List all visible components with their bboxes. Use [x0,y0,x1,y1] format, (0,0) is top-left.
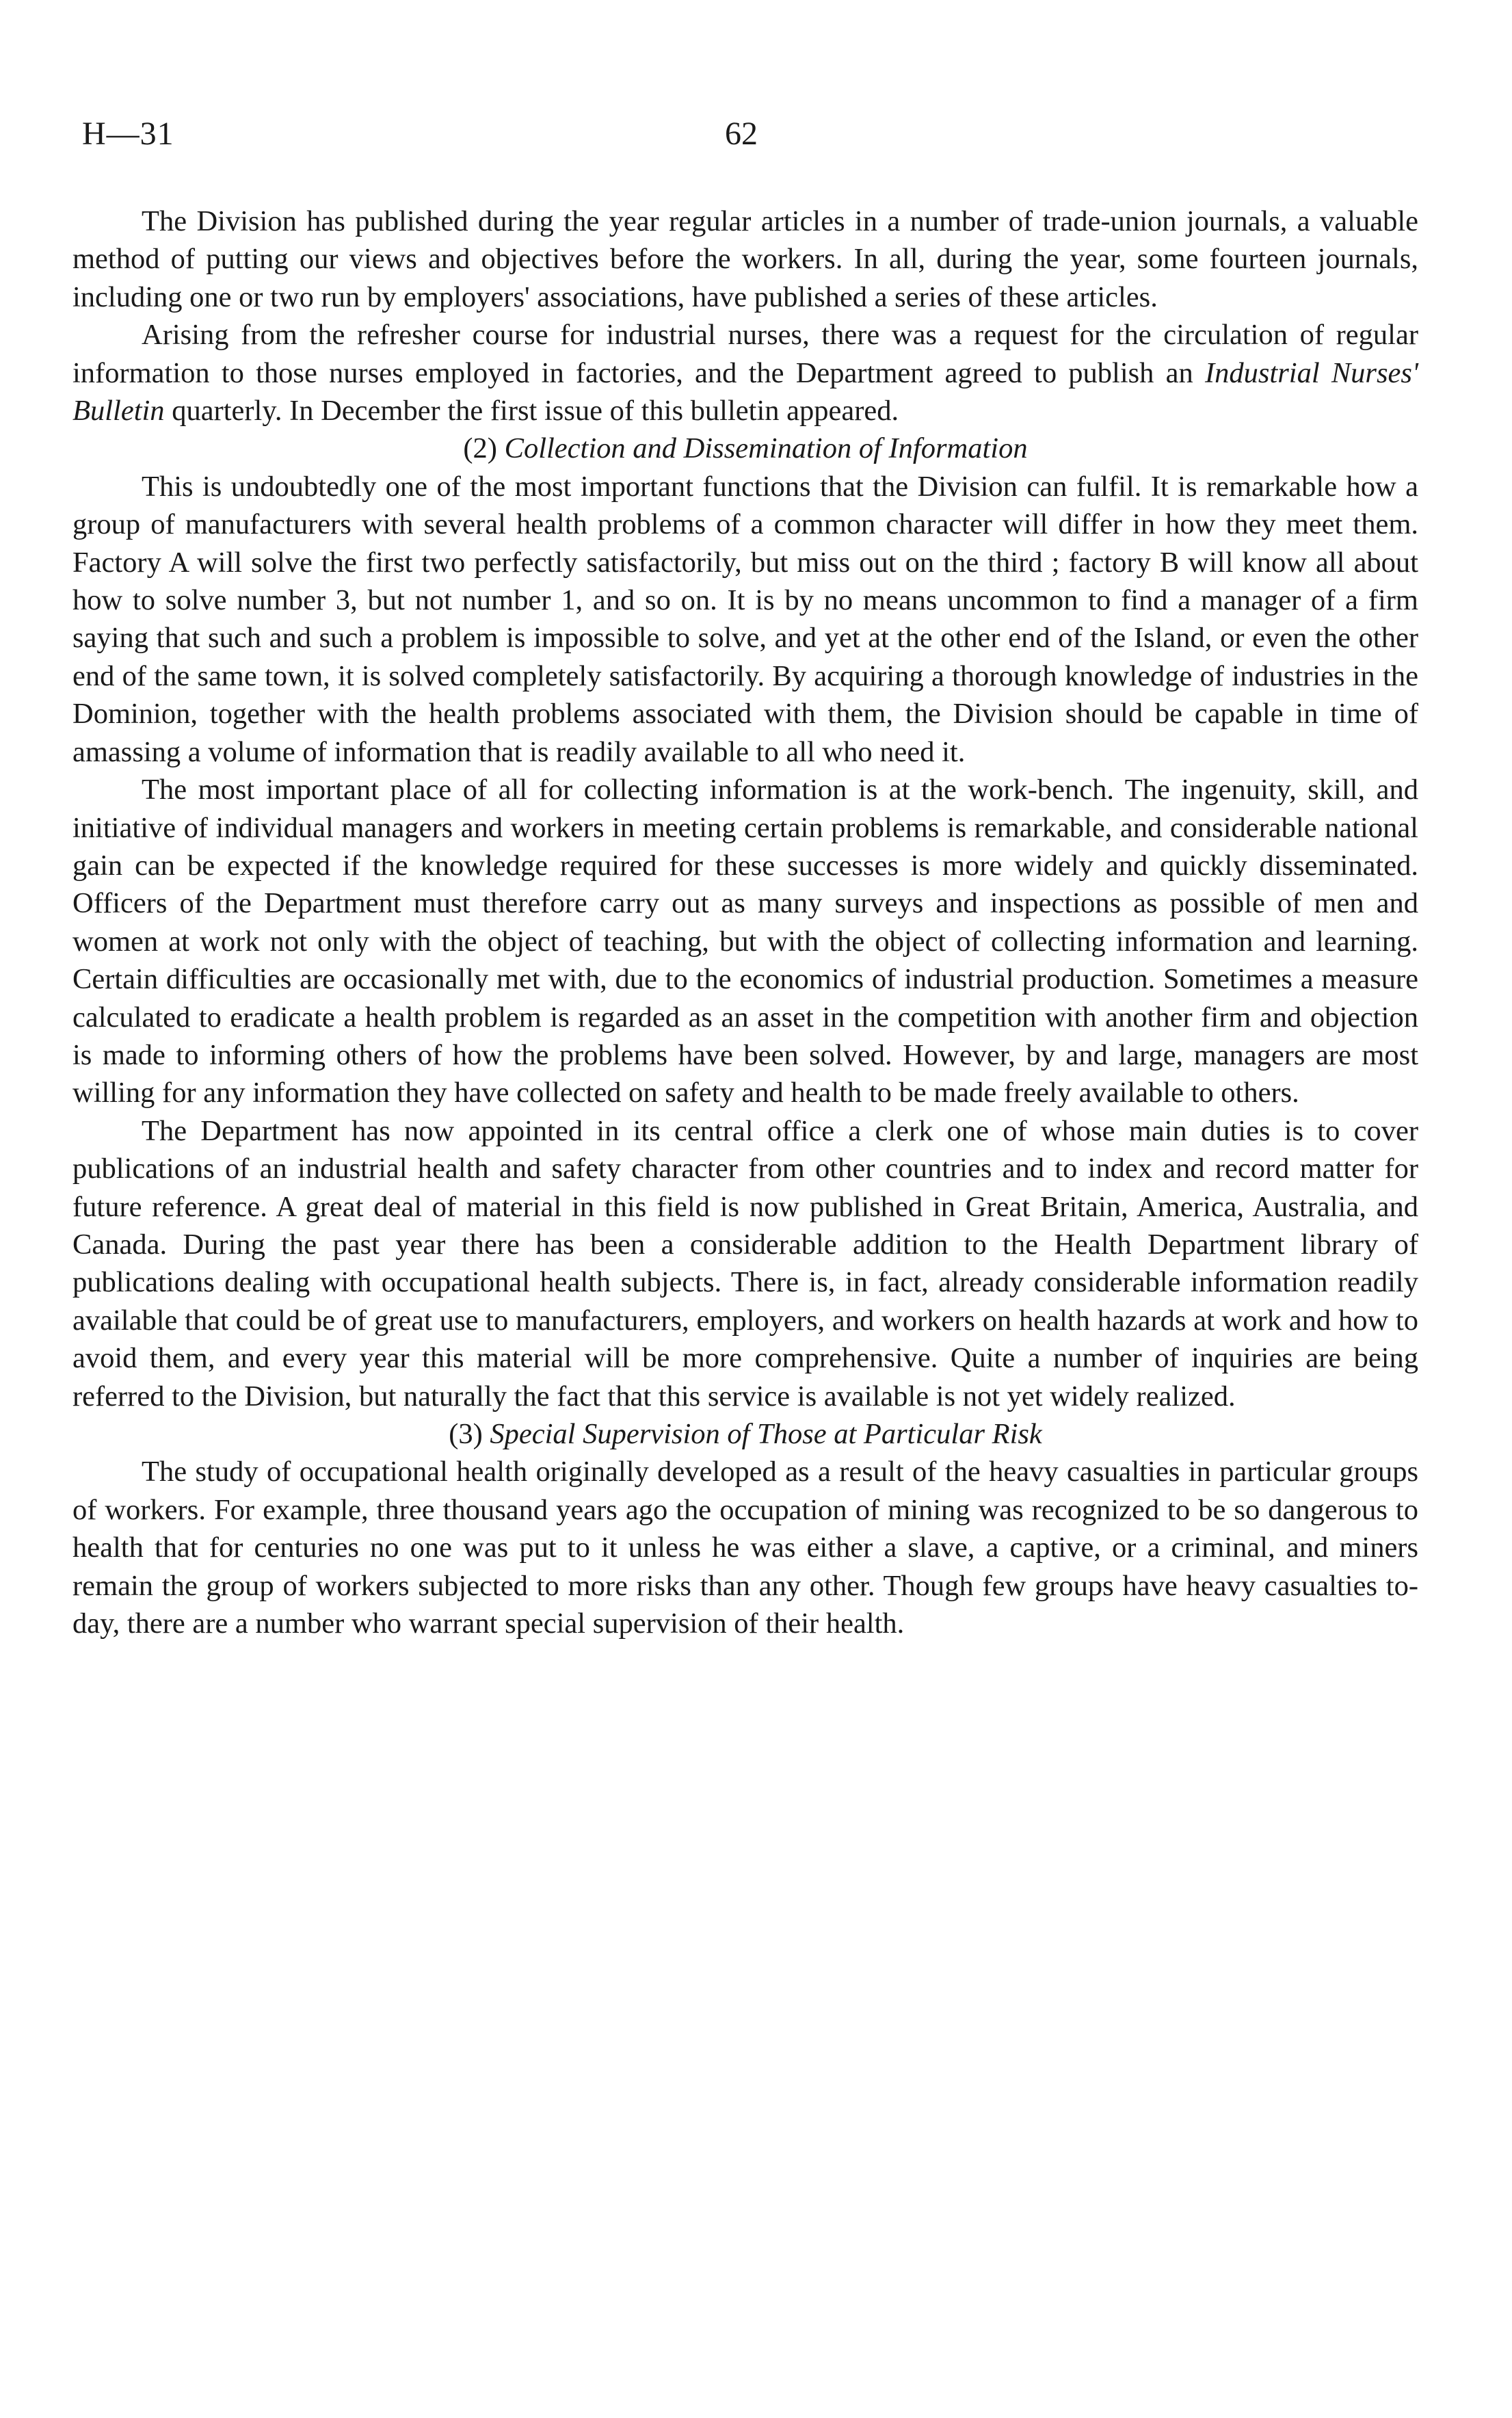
paragraph-nurses-bulletin [72,316,1418,430]
document-reference: H—31 [82,116,174,152]
section-number: (3) [449,1418,483,1450]
section-number: (2) [463,432,497,465]
paragraph-occupational-health-study: The study of occupational health originally developed as a result of the heavy casualties in particular groups of workers. For example, three thousand years ago the occupation of mining was recognized to be so dangerous to health that for centuries no one was put to it unless he was either a slave, a captive, or a criminal, and miners remain the group of workers subjected to more risks than any other. Though few groups have heavy casualties to-day, there are a number who warrant special supervision of their health. [72,1456,1418,1640]
paragraph-work-bench: The most important place of all for collecting information is at the work-bench. The ingenuity, skill, and initiative of individual managers and workers in meeting certain problems is remarkable, and considerable national gain can be expected if the knowledge required for these successes is more widely and quickly disseminated. Officers of the Department must therefore carry out as many surveys and inspections as possible of men and women at work not only with the object of teaching, but with the object of collecting information and learning. Certain difficulties are occasionally met with, due to the economics of industrial production. Sometimes a measure calculated to eradicate a health problem is regarded as an asset in the competition with another firm and objection is made to informing others of how the problems have been solved. However, by and large, managers are most willing for any information they have collected on safety and health to be made freely available to others. [72,774,1418,1109]
paragraph-trade-union-journals: The Division has published during the year regular articles in a number of trade-union journals, a valuable method of putting our views and objectives before the workers. In all, during the year, some fourteen journals, including one or two run by employers' associations, have published a series of these articles. [72,205,1418,313]
section-heading-special-supervision [72,1415,1418,1453]
page-header [82,115,1430,156]
paragraph-central-office-clerk: The Department has now appointed in its central office a clerk one of whose main duties is to cover publications of an industrial health and safety character from other countries and to index and record matter for future reference. A great deal of material in this field is now published in Great Britain, America, Australia, and Canada. During the past year there has been a considerable addition to the Health Department library of publications dealing with occupational health subjects. There is, in fact, already considerable information readily available that could be of great use to manufacturers, employers, and workers on health hazards at work and how to avoid them, and every year this material will be more comprehensive. Quite a number of inquiries are being referred to the Division, but naturally the fact that this service is available is not yet widely realized. [72,1114,1418,1412]
section-title: Special Supervision of Those at Particular Risk [490,1418,1042,1450]
paragraph-nurses-bulletin-text-end: quarterly. In December the first issue of this bulletin appeared. [164,395,899,428]
bulletin-title: Industrial Nurses' Bulletin [72,356,1418,428]
page-number: 62 [725,116,758,152]
section-title: Collection and Dissemination of Information [504,432,1028,465]
paragraph-nurses-bulletin-text-start: Arising from the refresher course for industrial nurses, there was a request for the circulation of regular information to those nurses employed in factories, and the Department agreed to publish an [72,319,1418,389]
paragraph-important-functions: This is undoubtedly one of the most important functions that the Division can fulfil. It is remarkable how a group of manufacturers with several health problems of a common character will differ in how they meet them. Factory A will solve the first two perfectly satisfactorily, but miss out on the third ; factory B will know all about how to solve number 3, but not number 1, and so on. It is by no means uncommon to find a manager of a firm saying that such and such a problem is impossible to solve, and yet at the other end of the Island, or even the other end of the same town, it is solved completely satisfactorily. By acquiring a thorough knowledge of industries in the Dominion, together with the health problems associated with them, the Division should be capable in time of amassing a volume of information that is readily available to all who need it. [72,470,1418,768]
page-body [72,202,1418,1642]
section-heading-collection-dissemination [72,430,1418,467]
